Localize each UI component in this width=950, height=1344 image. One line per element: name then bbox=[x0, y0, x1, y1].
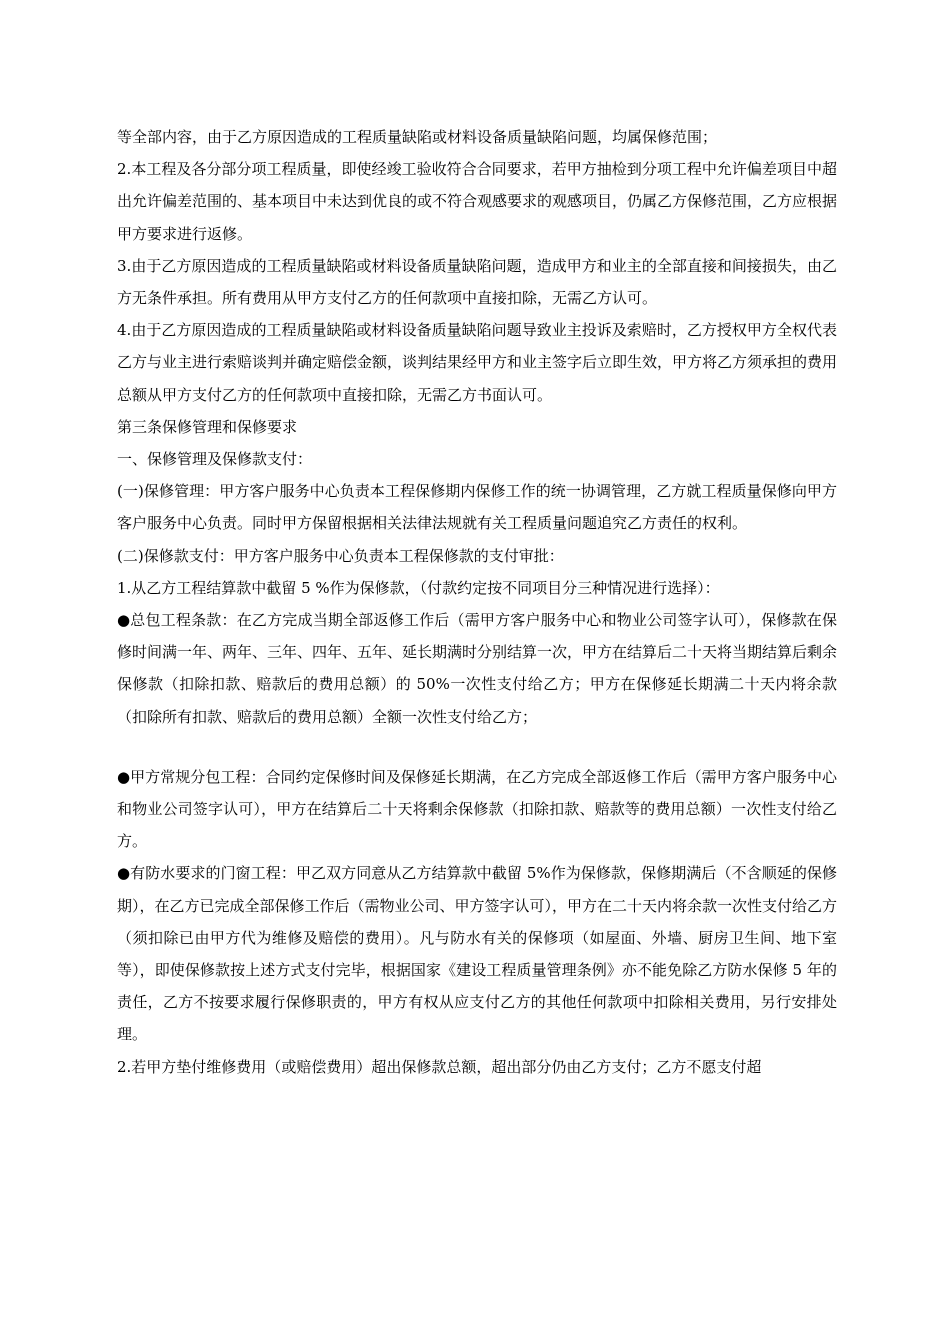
paragraph-clause-3: 3.由于乙方原因造成的工程质量缺陷或材料设备质量缺陷问题，造成甲方和业主的全部直接和间接损失，由乙方无条件承担。所有费用从甲方支付乙方的任何款项中直接扣除，无需乙方认可。 bbox=[117, 256, 837, 308]
bullet-general-contract: ●总包工程条款：在乙方完成当期全部返修工作后（需甲方客户服务中心和物业公司签字认可），保修款在保修时间满一年、两年、三年、四年、五年、延长期满时分别结算一次，甲方在结算后二十天将当期结算后剩余保修款（扣除扣款、赔款后的费用总额）的 50%一次性支付给乙方；甲方在保修延长期满二十天内将余款（扣除所有扣款、赔款后的费用总额）全额一次性支付给乙方； bbox=[117, 611, 838, 726]
paragraph-warranty-payment: (二)保修款支付：甲方客户服务中心负责本工程保修款的支付审批： bbox=[117, 546, 564, 565]
paragraph-clause-2-overrun: 2.若甲方垫付维修费用（或赔偿费用）超出保修款总额，超出部分仍由乙方支付；乙方不愿支付超 bbox=[117, 1057, 762, 1076]
blank-line bbox=[117, 733, 837, 761]
document-body bbox=[117, 121, 837, 1083]
bullet-regular-subcontract: ●甲方常规分包工程：合同约定保修时间及保修延长期满，在乙方完成全部返修工作后（需甲方客户服务中心和物业公司签字认可），甲方在结算后二十天将剩余保修款（扣除扣款、赔款等的费用总额）一次性支付给乙方。 bbox=[117, 767, 837, 851]
paragraph-retention-5-percent: 1.从乙方工程结算款中截留 5 %作为保修款，（付款约定按不同项目分三种情况进行选择）： bbox=[117, 578, 720, 597]
paragraph-clause-4: 4.由于乙方原因造成的工程质量缺陷或材料设备质量缺陷问题导致业主投诉及索赔时，乙方授权甲方全权代表乙方与业主进行索赔谈判并确定赔偿金额，谈判结果经甲方和业主签字后立即生效，甲方将乙方须承担的费用总额从甲方支付乙方的任何款项中直接扣除，无需乙方书面认可。 bbox=[117, 321, 838, 404]
paragraph-warranty-management: (一)保修管理：甲方客户服务中心负责本工程保修期内保修工作的统一协调管理，乙方就工程质量保修向甲方客户服务中心负责。同时甲方保留根据相关法律法规就有关工程质量问题追究乙方责任的权利。 bbox=[117, 482, 837, 533]
paragraph-scope-continuation: 等全部内容，由于乙方原因造成的工程质量缺陷或材料设备质量缺陷问题，均属保修范围； bbox=[117, 128, 718, 146]
subsection-heading-1: 一、保修管理及保修款支付： bbox=[117, 450, 313, 469]
section-heading-article-3: 第三条保修管理和保修要求 bbox=[117, 417, 298, 436]
paragraph-clause-2: 2.本工程及各分部分项工程质量，即使经竣工验收符合合同要求，若甲方抽检到分项工程中允许偏差项目中超出允许偏差范围的、基本项目中未达到优良的或不符合观感要求的观感项目，仍属乙方保修范围，乙方应根据甲方要求进行返修。 bbox=[117, 160, 838, 243]
bullet-waterproof-windows: ●有防水要求的门窗工程：甲乙双方同意从乙方结算款中截留 5%作为保修款，保修期满后（不含顺延的保修期），在乙方已完成全部保修工作后（需物业公司、甲方签字认可），甲方在二十天内将余款一次性支付给乙方（须扣除已由甲方代为维修及赔偿的费用）。凡与防水有关的保修项（如屋面、外墙、厨房卫生间、地下室等），即使保修款按上述方式支付完毕，根据国家《建设工程质量管理条例》亦不能免除乙方防水保修 5 年的责任，乙方不按要求履行保修职责的，甲方有权从应支付乙方的其他任何款项中扣除相关费用，另行安排处理。 bbox=[117, 864, 838, 1044]
